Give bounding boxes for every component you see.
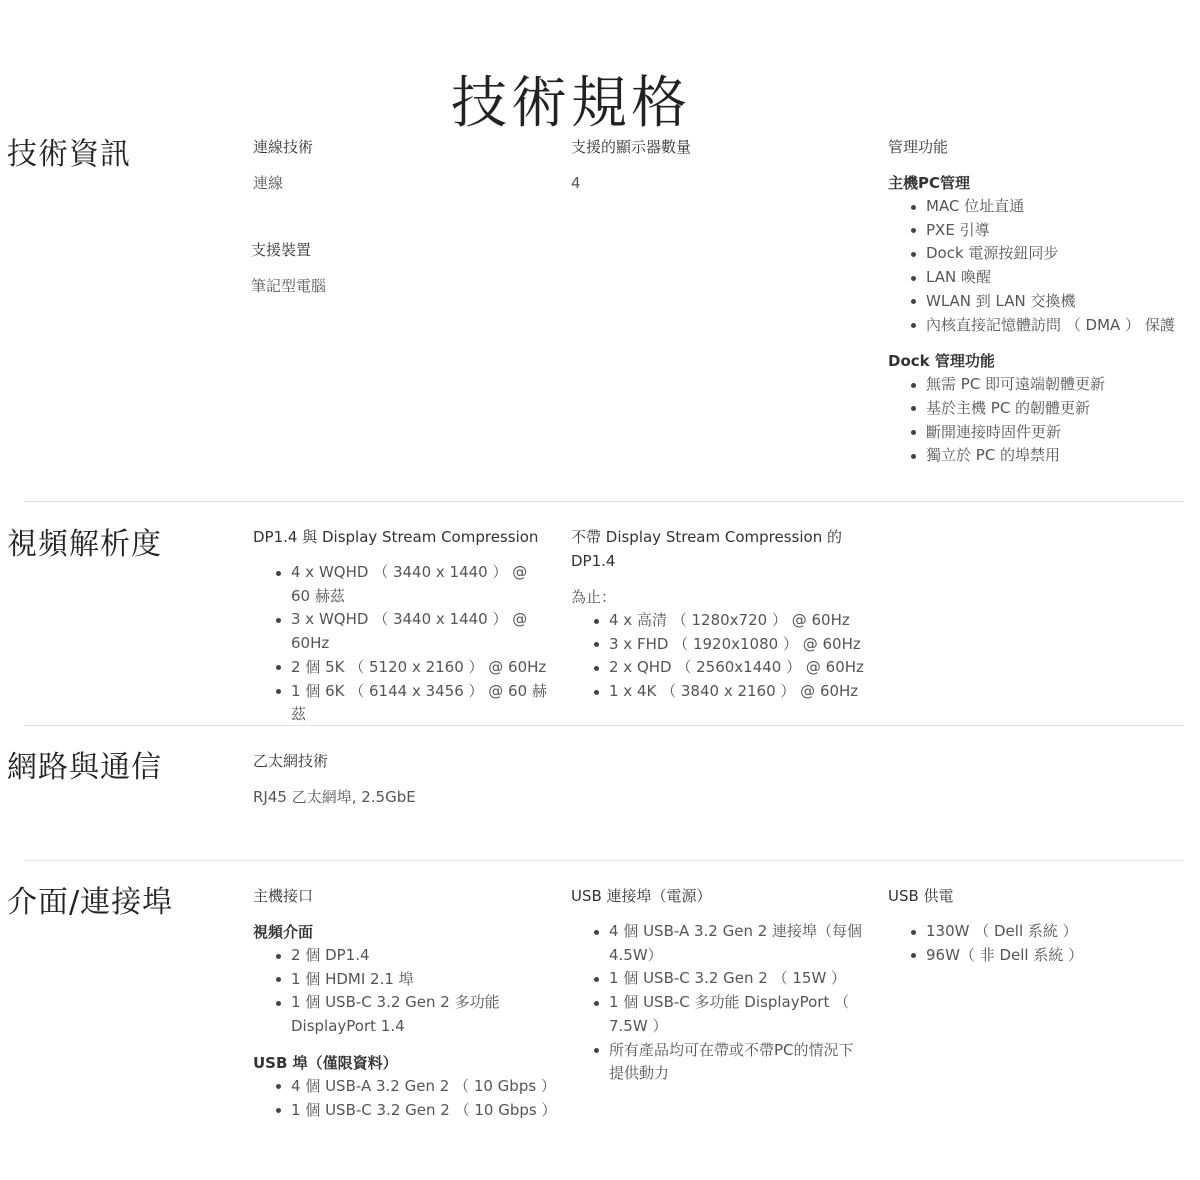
list-item: 1 個 USB-C 3.2 Gen 2 （ 15W ） bbox=[609, 967, 867, 991]
host-pc-management-list bbox=[888, 195, 1188, 337]
list-item: 4 個 USB-A 3.2 Gen 2 （ 10 Gbps ） bbox=[291, 1075, 553, 1099]
spec-label: 主機接口 bbox=[253, 887, 314, 905]
spec-management bbox=[888, 135, 1188, 468]
list-item: 1 個 6K （ 6144 x 3456 ） @ 60 赫茲 bbox=[291, 680, 549, 727]
usb-data-port-list bbox=[253, 1075, 557, 1122]
list-item: 96W（ 非 Dell 系統 ） bbox=[926, 944, 1188, 968]
video-interface-list bbox=[253, 944, 511, 1039]
dock-management-list bbox=[888, 373, 1188, 468]
page-title: 技術規格 bbox=[451, 70, 691, 136]
spec-label: 不帶 Display Stream Compression 的 bbox=[571, 528, 842, 546]
spec-sublabel-usb-data: USB 埠（僅限資料） bbox=[253, 1053, 398, 1072]
spec-usb-power-delivery bbox=[888, 884, 1188, 967]
list-item: 4 x 高清 （ 1280x720 ） @ 60Hz bbox=[609, 609, 871, 633]
spec-dp14-without-dsc bbox=[571, 525, 871, 704]
spec-value: 筆記型電腦 bbox=[251, 277, 327, 295]
list-item: MAC 位址直通 bbox=[926, 195, 1188, 219]
spec-usb-power-ports bbox=[571, 884, 871, 1086]
list-item: 4 x WQHD （ 3440 x 1440 ） @ 60 赫茲 bbox=[291, 561, 549, 608]
spec-label: USB 連接埠（電源） bbox=[571, 887, 712, 905]
spec-host-interface bbox=[253, 884, 557, 1122]
spec-sublabel-dock: Dock 管理功能 bbox=[888, 352, 995, 371]
spec-sublabel-video: 視頻介面 bbox=[253, 923, 314, 941]
list-item: 130W （ Dell 系統 ） bbox=[926, 920, 1188, 944]
list-item: 1 個 USB-C 多功能 DisplayPort （ 7.5W ） bbox=[609, 991, 867, 1038]
dsc-resolution-list bbox=[253, 561, 549, 727]
usb-power-port-list bbox=[571, 920, 867, 1086]
list-item: 2 個 5K （ 5120 x 2160 ） @ 60Hz bbox=[291, 656, 549, 680]
section-heading-video-resolution: 視頻解析度 bbox=[7, 527, 162, 562]
spec-value: RJ45 乙太網埠, 2.5GbE bbox=[253, 788, 416, 806]
spec-label: USB 供電 bbox=[888, 887, 954, 905]
spec-label: 支援裝置 bbox=[251, 241, 312, 259]
usb-power-delivery-list bbox=[888, 920, 1188, 967]
spec-label: 支援的顯示器數量 bbox=[571, 138, 692, 156]
list-item: 2 個 DP1.4 bbox=[291, 944, 511, 968]
list-item: 3 x WQHD （ 3440 x 1440 ） @ 60Hz bbox=[291, 608, 549, 655]
list-item: PXE 引導 bbox=[926, 219, 1188, 243]
list-item: 1 個 USB-C 3.2 Gen 2 多功能 DisplayPort 1.4 bbox=[291, 991, 511, 1038]
spec-dp14-with-dsc bbox=[253, 525, 553, 727]
spec-sublabel-host-pc: 主機PC管理 bbox=[888, 174, 971, 192]
list-item: 4 個 USB-A 3.2 Gen 2 連接埠（每個 4.5W） bbox=[609, 920, 867, 967]
list-item: 基於主機 PC 的韌體更新 bbox=[926, 397, 1188, 421]
section-divider bbox=[24, 860, 1184, 861]
list-item: LAN 喚醒 bbox=[926, 266, 1188, 290]
spec-intro: 為止： bbox=[571, 588, 617, 606]
spec-ethernet bbox=[253, 749, 553, 809]
spec-label: 乙太網技術 bbox=[253, 752, 329, 770]
section-divider bbox=[24, 501, 1184, 502]
spec-label: 管理功能 bbox=[888, 138, 949, 156]
non-dsc-resolution-list bbox=[571, 609, 871, 704]
list-item: 獨立於 PC 的埠禁用 bbox=[926, 444, 1188, 468]
list-item: 斷開連接時固件更新 bbox=[926, 421, 1188, 445]
spec-supported-devices bbox=[251, 238, 551, 298]
section-heading-interfaces: 介面/連接埠 bbox=[7, 885, 174, 920]
spec-value: 連線 bbox=[253, 174, 284, 192]
section-heading-tech-info: 技術資訊 bbox=[7, 137, 131, 172]
spec-value: 4 bbox=[571, 174, 581, 192]
spec-label: 連線技術 bbox=[253, 138, 314, 156]
list-item: 1 個 HDMI 2.1 埠 bbox=[291, 968, 511, 992]
spec-label: DP1.4 與 Display Stream Compression bbox=[253, 528, 539, 546]
list-item: Dock 電源按鈕同步 bbox=[926, 242, 1188, 266]
list-item: 1 個 USB-C 3.2 Gen 2 （ 10 Gbps ） bbox=[291, 1099, 553, 1123]
spec-label-cont: DP1.4 bbox=[571, 552, 616, 570]
list-item: 所有產品均可在帶或不帶PC的情況下提供動力 bbox=[609, 1039, 867, 1086]
list-item: 2 x QHD （ 2560x1440 ） @ 60Hz bbox=[609, 656, 871, 680]
list-item: 內核直接記憶體訪問 （ DMA ） 保護 bbox=[926, 314, 1188, 338]
list-item: 無需 PC 即可遠端韌體更新 bbox=[926, 373, 1188, 397]
section-heading-network: 網路與通信 bbox=[7, 750, 162, 785]
section-divider bbox=[24, 725, 1184, 726]
spec-displays-supported bbox=[571, 135, 871, 195]
list-item: 3 x FHD （ 1920x1080 ） @ 60Hz bbox=[609, 633, 871, 657]
spec-connection-tech bbox=[253, 135, 553, 195]
list-item: 1 x 4K （ 3840 x 2160 ） @ 60Hz bbox=[609, 680, 871, 704]
list-item: WLAN 到 LAN 交換機 bbox=[926, 290, 1188, 314]
